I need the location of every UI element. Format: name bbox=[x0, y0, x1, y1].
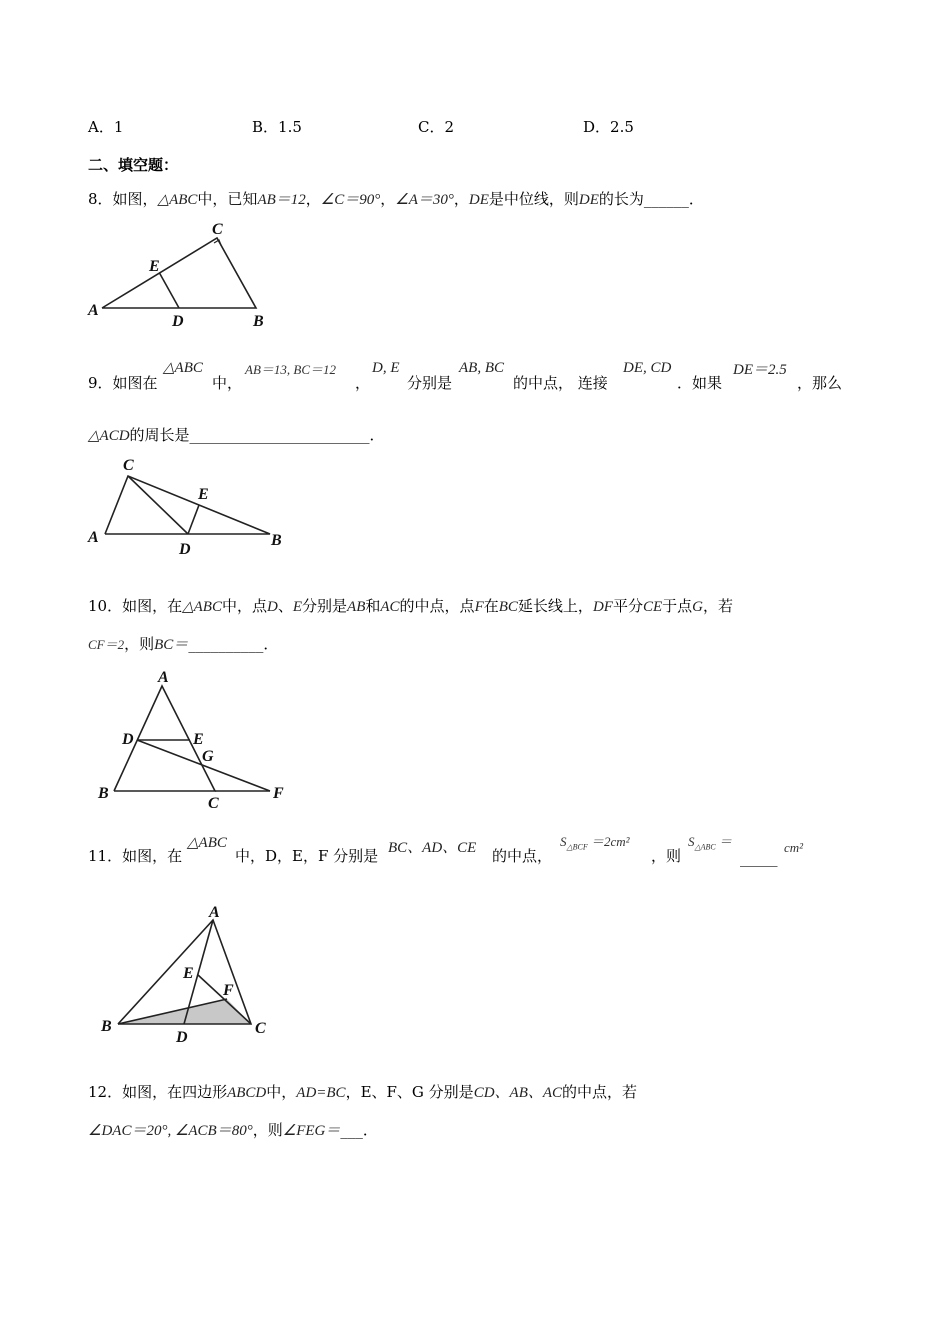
q10-bc-eq: BC＝ bbox=[154, 637, 189, 653]
q11-s-abc bbox=[688, 832, 732, 858]
q9-seg: ，那么 bbox=[797, 374, 843, 392]
q9-segments: DE, CD bbox=[623, 360, 672, 376]
option-c: C．2 bbox=[418, 118, 455, 136]
q10-seg: 中，点 bbox=[221, 597, 267, 615]
q11-label-a: A bbox=[209, 904, 220, 921]
q12-angles: ∠DAC＝20°, ∠ACB＝80° bbox=[88, 1123, 253, 1139]
q8-seg: ， bbox=[305, 190, 321, 208]
q8-figure bbox=[80, 218, 280, 333]
q11-seg: 中，D，E，F 分别是 bbox=[235, 847, 379, 865]
q8-seg: ， bbox=[453, 190, 469, 208]
q9-figure bbox=[80, 452, 290, 562]
q9-label-a: A bbox=[88, 529, 99, 546]
q12-num: 12．如图，在四边形 bbox=[88, 1083, 228, 1101]
q10-ac: AC bbox=[380, 599, 400, 615]
q10-label-g: G bbox=[202, 748, 214, 765]
q11-s: S bbox=[688, 834, 695, 849]
q10-label-d: D bbox=[122, 731, 134, 748]
q10-triangle: △ABC bbox=[182, 599, 222, 615]
option-b: B．1.5 bbox=[252, 118, 302, 136]
q8-angle-c: ∠C＝90° bbox=[320, 192, 381, 208]
q11-label-c: C bbox=[255, 1020, 266, 1037]
q10-figure bbox=[80, 664, 300, 814]
q11-s-bcf bbox=[560, 832, 630, 858]
q11-label-f: F bbox=[223, 982, 234, 999]
q10-e: E bbox=[292, 599, 303, 615]
q11-blank: _____ bbox=[740, 849, 778, 867]
q10-ab: AB bbox=[347, 599, 366, 615]
q12-quad: ABCD bbox=[227, 1085, 267, 1101]
q10-seg: 分别是 bbox=[302, 597, 348, 615]
q8-label-b: B bbox=[253, 313, 264, 330]
q8-label-d: D bbox=[172, 313, 184, 330]
q8-triangle: △ABC bbox=[157, 192, 198, 208]
q9-label-c: C bbox=[123, 457, 134, 474]
q9-acd: △ACD bbox=[88, 428, 130, 444]
q8-num: 8．如图， bbox=[88, 190, 158, 208]
q10-g: G bbox=[692, 599, 703, 615]
q8-label-c: C bbox=[212, 221, 223, 238]
q12-feg: ∠FEG＝ bbox=[282, 1123, 341, 1139]
q9-given: AB＝13, BC＝12 bbox=[245, 362, 336, 377]
q12-line2 bbox=[88, 1120, 378, 1141]
q11-label-d: D bbox=[176, 1029, 188, 1046]
q11-sub-bcf: △BCF bbox=[566, 842, 588, 852]
q12-seg: ，则 bbox=[252, 1121, 283, 1139]
q8-seg: 是中位线，则 bbox=[488, 190, 579, 208]
q10-line1 bbox=[88, 596, 733, 617]
q10-label-f: F bbox=[273, 785, 284, 802]
q10-cf: CF＝2 bbox=[88, 637, 125, 652]
q12-segments: CD、AB、AC bbox=[473, 1085, 563, 1101]
q10-label-a: A bbox=[158, 669, 169, 686]
q10-label-b: B bbox=[98, 785, 109, 802]
q11-label-e: E bbox=[183, 965, 194, 982]
q8-label-a: A bbox=[88, 302, 99, 319]
q8-text bbox=[88, 189, 704, 210]
q11-points: BC、AD、CE bbox=[388, 840, 477, 856]
q11-seg: 的中点， bbox=[492, 847, 553, 865]
q9-blank: 的周长是________________________． bbox=[129, 426, 385, 444]
q10-seg: 和 bbox=[365, 597, 381, 615]
q10-seg: 、 bbox=[277, 597, 293, 615]
q10-seg: 在 bbox=[483, 597, 499, 615]
q10-d: D bbox=[266, 599, 278, 615]
q9-de-value: DE＝2.5 bbox=[733, 362, 787, 378]
section-title: 二、填空题： bbox=[88, 156, 179, 174]
q11-label-b: B bbox=[101, 1018, 112, 1035]
q11-sub-abc: △ABC bbox=[694, 842, 716, 852]
q10-line2 bbox=[88, 634, 278, 655]
q10-f: F bbox=[474, 599, 484, 615]
q10-label-e: E bbox=[193, 731, 204, 748]
q8-seg: 中，已知 bbox=[197, 190, 258, 208]
q11-unit: cm² bbox=[784, 840, 804, 855]
q8-seg: ， bbox=[380, 190, 396, 208]
q10-seg: ，若 bbox=[702, 597, 733, 615]
q9-label-e: E bbox=[198, 486, 209, 503]
option-a: A．1 bbox=[88, 118, 124, 136]
q9-num: 9．如图在 bbox=[88, 374, 158, 392]
q8-ab: AB＝12 bbox=[257, 192, 306, 208]
q12-seg: 的中点，若 bbox=[562, 1083, 638, 1101]
q8-blank: 的长为______． bbox=[598, 190, 704, 208]
q10-seg: 延长线上， bbox=[517, 597, 593, 615]
q9-label-b: B bbox=[271, 532, 282, 549]
q11-triangle: △ABC bbox=[187, 835, 227, 851]
q10-df: DF bbox=[592, 599, 613, 615]
q10-ce: CE bbox=[642, 599, 663, 615]
q9-sides: AB, BC bbox=[459, 360, 504, 376]
q10-seg: 的中点，点 bbox=[399, 597, 475, 615]
q11-num: 11．如图，在 bbox=[88, 847, 183, 865]
q10-blank: __________． bbox=[188, 635, 279, 653]
q12-ad-bc: AD=BC bbox=[296, 1085, 346, 1101]
q10-seg: 于点 bbox=[662, 597, 693, 615]
q8-angle-a: ∠A＝30° bbox=[395, 192, 454, 208]
q9-line2 bbox=[88, 425, 385, 446]
q9-label-d: D bbox=[179, 541, 191, 558]
q12-seg: 中， bbox=[266, 1083, 297, 1101]
q9-seg: ．如果 bbox=[677, 374, 723, 392]
q8-de: DE bbox=[468, 192, 489, 208]
q9-triangle: △ABC bbox=[163, 360, 203, 376]
q9-de-points: D, E bbox=[372, 360, 400, 376]
q11-eq: ＝ bbox=[719, 834, 733, 849]
q10-bc: BC bbox=[498, 599, 518, 615]
q12-seg: ，E、F、G 分别是 bbox=[345, 1083, 474, 1101]
q11-figure bbox=[88, 900, 288, 1050]
q8-label-e: E bbox=[149, 258, 160, 275]
q10-seg: ，则 bbox=[124, 635, 155, 653]
q9-seg: 分别是 bbox=[407, 374, 453, 392]
q10-label-c: C bbox=[208, 795, 219, 812]
q9-seg: 的中点， 连接 bbox=[513, 374, 608, 392]
q9-seg: 中， bbox=[212, 374, 243, 392]
q8-de: DE bbox=[578, 192, 599, 208]
q11-s: S bbox=[560, 834, 567, 849]
q10-num: 10．如图，在 bbox=[88, 597, 183, 615]
q12-blank: ___． bbox=[340, 1121, 378, 1139]
q11-area-given: ＝2cm² bbox=[591, 834, 630, 849]
q12-line1 bbox=[88, 1082, 637, 1103]
q9-seg: ， bbox=[355, 374, 371, 392]
q10-seg: 平分 bbox=[612, 597, 643, 615]
q11-seg: ，则 bbox=[651, 847, 682, 865]
option-d: D．2.5 bbox=[583, 118, 634, 136]
